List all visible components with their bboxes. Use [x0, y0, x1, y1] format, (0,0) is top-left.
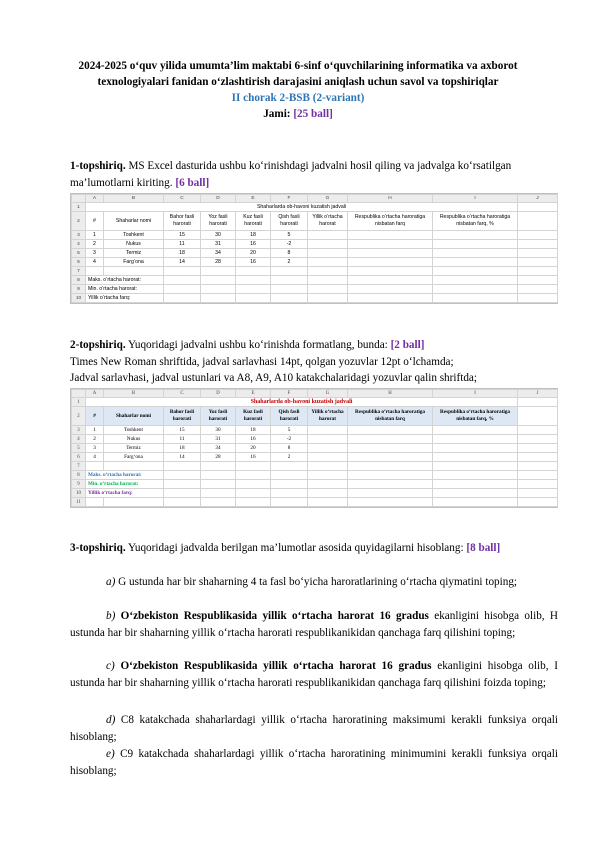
table-cell: -2: [271, 435, 308, 444]
table-cell: 30: [201, 426, 236, 435]
table-cell: Termiz: [104, 249, 164, 258]
task2-line3: Jadval sarlavhasi, jadval ustunlari va A8, A9, A10 katakchalaridagi yozuvlar qalin shriftda;: [70, 372, 477, 384]
table-row: [72, 276, 558, 285]
table-cell: [433, 462, 518, 471]
table-cell: [308, 426, 348, 435]
table-cell: [518, 203, 558, 212]
table-cell: [348, 276, 433, 285]
table-header-row: [72, 407, 558, 426]
table-cell: [308, 435, 348, 444]
table-cell: [201, 285, 236, 294]
task3-paragraph: [70, 540, 558, 557]
task3-item-b: [70, 608, 558, 641]
table-cell: 34: [201, 444, 236, 453]
table-cell: 4: [86, 258, 104, 267]
task2-text: Yuqoridagi jadvalni ushbu ko‘rinishda formatlang, bunda:: [125, 339, 388, 351]
table-cell: 11: [164, 435, 201, 444]
table-cell: [518, 435, 558, 444]
table-cell: 20: [236, 249, 271, 258]
table-cell: 3: [86, 444, 104, 453]
table-cell: Qish fasli harorati: [271, 407, 308, 426]
table-cell: [433, 249, 518, 258]
table-cell: [164, 489, 201, 498]
row-number-cell: 7: [72, 462, 86, 471]
table-cell: [308, 471, 348, 480]
table-cell: [348, 240, 433, 249]
table-cell: H: [348, 195, 433, 203]
table-cell: [308, 267, 348, 276]
table-cell: [433, 489, 518, 498]
table-cell: [164, 498, 201, 507]
table-cell: [308, 444, 348, 453]
table-cell: B: [104, 390, 164, 398]
table-cell: [164, 276, 201, 285]
task2-header: 2-topshiriq.: [70, 339, 126, 351]
table-cell: [308, 249, 348, 258]
table-cell: 5: [271, 231, 308, 240]
table-cell: [164, 294, 201, 303]
table-cell: [433, 231, 518, 240]
row-number-cell: 2: [72, 407, 86, 426]
row-number-cell: 11: [72, 498, 86, 507]
task2-paragraph: [70, 337, 558, 387]
table-cell: [271, 480, 308, 489]
table-cell: Bahor fasli harorati: [164, 212, 201, 231]
task1-points: [6 ball]: [172, 176, 210, 189]
table-cell: 30: [201, 231, 236, 240]
table-cell: [86, 267, 104, 276]
table-cell: G: [308, 390, 348, 398]
table-cell: [308, 453, 348, 462]
table-cell: [236, 267, 271, 276]
table-cell: 18: [164, 444, 201, 453]
table-row: [72, 294, 558, 303]
table-cell: E: [236, 195, 271, 203]
table-cell: Shaharlar nomi: [104, 212, 164, 231]
table-cell: 31: [201, 240, 236, 249]
task3-points: [8 ball]: [463, 542, 501, 554]
table-cell: [271, 267, 308, 276]
table-cell: [518, 249, 558, 258]
table-cell: [433, 258, 518, 267]
table-cell: [433, 444, 518, 453]
row-number-cell: 4: [72, 435, 86, 444]
table-cell: 4: [86, 453, 104, 462]
row-number-cell: 5: [72, 444, 86, 453]
table-cell: [86, 462, 104, 471]
row-number-cell: 3: [72, 231, 86, 240]
table-cell: 8: [271, 249, 308, 258]
table-cell: [271, 489, 308, 498]
text-run: b): [106, 610, 116, 622]
table-row: [72, 453, 558, 462]
table-cell: 8: [271, 444, 308, 453]
table-cell: D: [201, 390, 236, 398]
row-number-cell: 6: [72, 453, 86, 462]
table-cell: Farg‘ona: [104, 258, 164, 267]
table-cell: [308, 276, 348, 285]
table-cell: [433, 240, 518, 249]
table-cell: [348, 258, 433, 267]
table-cell: Maks. o‘rtacha harorat:: [86, 276, 164, 285]
table-cell: [348, 462, 433, 471]
table-cell: [433, 276, 518, 285]
table-cell: Nukus: [104, 435, 164, 444]
table-cell: [518, 426, 558, 435]
table-cell: [271, 498, 308, 507]
table-cell: [518, 276, 558, 285]
table-cell: [433, 480, 518, 489]
table-row: [72, 249, 558, 258]
table-cell: I: [433, 390, 518, 398]
table-cell: C: [164, 195, 201, 203]
table-cell: [104, 267, 164, 276]
row-number-cell: 10: [72, 489, 86, 498]
table-cell: [433, 267, 518, 276]
table-cell: [308, 240, 348, 249]
table-row: [72, 489, 558, 498]
text-run: c): [106, 660, 115, 672]
table-cell: Min. o‘rtacha harorat:: [86, 480, 164, 489]
table-cell: [348, 294, 433, 303]
task3-item-c: [70, 658, 558, 691]
table-cell: [348, 453, 433, 462]
table-row: [72, 398, 558, 407]
table-cell: A: [86, 195, 104, 203]
spreadsheet-plain: [70, 193, 558, 304]
table-cell: 5: [271, 426, 308, 435]
table-cell: [86, 498, 104, 507]
table-cell: 15: [164, 426, 201, 435]
text-run: a): [106, 576, 116, 588]
table-row: [72, 462, 558, 471]
table-cell: [236, 471, 271, 480]
table-cell: [72, 195, 86, 203]
row-number-cell: 5: [72, 249, 86, 258]
table-cell: Kuz fasli harorati: [236, 212, 271, 231]
table-cell: [433, 435, 518, 444]
table-header-row: [72, 212, 558, 231]
task3-header: 3-topshiriq.: [70, 542, 126, 554]
table-cell: Bahor fasli harorati: [164, 407, 201, 426]
table-cell: 16: [236, 240, 271, 249]
row-number-cell: 7: [72, 267, 86, 276]
table-row: [72, 426, 558, 435]
table-cell: [236, 498, 271, 507]
row-number-cell: 1: [72, 203, 86, 212]
table-cell: [518, 258, 558, 267]
table-cell: [348, 471, 433, 480]
table-cell: [236, 480, 271, 489]
task1-paragraph: [70, 158, 558, 191]
table-cell: 1: [86, 231, 104, 240]
table-cell: [308, 480, 348, 489]
table-cell: 15: [164, 231, 201, 240]
table-cell: Respublika o‘rtacha haroratiga nisbatan farq: [348, 407, 433, 426]
table-cell: [433, 498, 518, 507]
table-cell: 16: [236, 435, 271, 444]
row-number-cell: 9: [72, 480, 86, 489]
task2-points: [2 ball]: [387, 339, 425, 351]
table-cell: [308, 294, 348, 303]
table-cell: Yoz fasli harorati: [201, 212, 236, 231]
table-row: [72, 498, 558, 507]
table-row: [72, 258, 558, 267]
table-cell: [518, 240, 558, 249]
table-cell: J: [518, 195, 558, 203]
table-cell: [518, 212, 558, 231]
table-cell: E: [236, 390, 271, 398]
table-cell: B: [104, 195, 164, 203]
table-cell: [518, 444, 558, 453]
table-cell: [348, 231, 433, 240]
row-number-cell: 8: [72, 471, 86, 480]
task2-line2: Times New Roman shriftida, jadval sarlavhasi 14pt, qolgan yozuvlar 12pt o‘lchamda;: [70, 355, 454, 368]
text-run: ekanligini hisobga olib, H ustunda har bir shaharning yillik o‘rtacha harorati respublikanikidan qanchaga farq qilishini toping;: [70, 610, 558, 639]
table-cell: Toshkent: [104, 426, 164, 435]
row-number-cell: 2: [72, 212, 86, 231]
table-cell: [104, 462, 164, 471]
table-cell: I: [433, 195, 518, 203]
table-cell: [433, 426, 518, 435]
table-row: [72, 471, 558, 480]
table-cell: [271, 471, 308, 480]
table-cell: 34: [201, 249, 236, 258]
table-cell: [201, 471, 236, 480]
table-cell: [518, 462, 558, 471]
task3-item-d: [70, 712, 558, 745]
text-run: C8 katakchada shaharlardagi yillik o‘rtacha haroratining maksimumi kerakli funksiya orqali hisoblang;: [70, 714, 558, 743]
table-cell: [518, 267, 558, 276]
text-run: G ustunda har bir shaharning 4 ta fasl bo‘yicha haroratlarining o‘rtacha qiymatini toping;: [115, 576, 518, 588]
table-cell: [518, 471, 558, 480]
table-cell: H: [348, 390, 433, 398]
table-cell: [104, 498, 164, 507]
table-cell: [433, 285, 518, 294]
table-cell: J: [518, 390, 558, 398]
table-cell: [236, 489, 271, 498]
table-cell: [433, 294, 518, 303]
table-cell: F: [271, 390, 308, 398]
table-cell: [433, 471, 518, 480]
table-cell: Respublika o‘rtacha haroratiga nisbatan farq: [348, 212, 433, 231]
table-cell: [518, 480, 558, 489]
table-cell: [348, 426, 433, 435]
text-run: O‘zbekiston Respublikasida yillik o‘rtacha harorat 16 gradus: [115, 610, 429, 622]
table-cell: Yillik o‘rtacha harorat: [308, 212, 348, 231]
table-cell: 16: [236, 453, 271, 462]
title-total: [60, 106, 536, 122]
table-cell: Yoz fasli harorati: [201, 407, 236, 426]
table-cell: [308, 258, 348, 267]
table-cell: Yillik o‘rtacha farq:: [86, 489, 164, 498]
text-run: d): [106, 714, 116, 726]
table-cell: [236, 294, 271, 303]
table-cell: [271, 285, 308, 294]
table-cell: [308, 285, 348, 294]
table-cell: [308, 489, 348, 498]
table-row: [72, 240, 558, 249]
table-cell: Toshkent: [104, 231, 164, 240]
table-cell: [271, 294, 308, 303]
table-cell: Min. o‘rtacha harorat:: [86, 285, 164, 294]
table-cell: 14: [164, 453, 201, 462]
text-run: ekanligini hisobga olib, I ustunda har bir shaharning yillik o‘rtacha harorati respublikanikidan qanchaga farq qilishini foizda toping;: [70, 660, 558, 689]
table-cell: [201, 498, 236, 507]
table-cell: [271, 462, 308, 471]
table-cell: F: [271, 195, 308, 203]
table-cell: Yillik o‘rtacha harorat: [308, 407, 348, 426]
table-cell: 3: [86, 249, 104, 258]
sheet-title: Shaharlarda ob-havoni kuzatish jadvali: [86, 398, 518, 407]
table-cell: [518, 453, 558, 462]
row-number-cell: 10: [72, 294, 86, 303]
table-cell: [164, 285, 201, 294]
row-number-cell: 4: [72, 240, 86, 249]
text-run: O‘zbekiston Respublikasida yillik o‘rtacha harorat 16 gradus: [114, 660, 432, 672]
table-cell: Termiz: [104, 444, 164, 453]
table-cell: [518, 398, 558, 407]
task1-text: MS Excel dasturida ushbu ko‘rinishdagi jadvalni hosil qiling va jadvalga ko‘rsatilgan ma’lumotlarni kiriting.: [70, 160, 512, 189]
table-cell: [348, 444, 433, 453]
table-cell: 28: [201, 258, 236, 267]
table-cell: 18: [236, 426, 271, 435]
total-value: [25 ball]: [293, 108, 333, 120]
table-cell: 2: [86, 240, 104, 249]
table-cell: [518, 407, 558, 426]
table-cell: [201, 276, 236, 285]
table-cell: Maks. o‘rtacha harorat:: [86, 471, 164, 480]
table-cell: 16: [236, 258, 271, 267]
table-cell: 11: [164, 240, 201, 249]
table-cell: 14: [164, 258, 201, 267]
sheet-title: Shaharlarda ob-havoni kuzatish jadvali: [86, 203, 518, 212]
table-row: [72, 231, 558, 240]
table-cell: [518, 489, 558, 498]
row-number-cell: 1: [72, 398, 86, 407]
table-row: [72, 267, 558, 276]
table-row: [72, 435, 558, 444]
table-cell: [201, 489, 236, 498]
table-cell: [271, 276, 308, 285]
table-cell: 2: [271, 453, 308, 462]
text-run: C9 katakchada shaharlardagi yillik o‘rtacha haroratining minimumini kerakli funksiya orqali hisoblang;: [70, 748, 558, 777]
table-cell: [201, 294, 236, 303]
text-run: e): [106, 748, 115, 760]
column-header-row: [72, 195, 558, 203]
document-title: [60, 58, 536, 122]
table-cell: Qish fasli harorati: [271, 212, 308, 231]
table-cell: [348, 480, 433, 489]
title-variant: II chorak 2-BSB (2-variant): [231, 92, 365, 104]
table-cell: G: [308, 195, 348, 203]
table-row: [72, 480, 558, 489]
table-cell: -2: [271, 240, 308, 249]
table-cell: 18: [164, 249, 201, 258]
table-cell: [348, 285, 433, 294]
table-cell: Respublika o‘rtacha haroratiga nisbatan farq, %: [433, 407, 518, 426]
table-cell: [164, 267, 201, 276]
table-cell: [348, 267, 433, 276]
table-row: [72, 444, 558, 453]
table-cell: [518, 294, 558, 303]
table-cell: 2: [271, 258, 308, 267]
table-cell: [308, 231, 348, 240]
row-number-cell: 8: [72, 276, 86, 285]
table-cell: Respublika o‘rtacha haroratiga nisbatan farq, %: [433, 212, 518, 231]
table-cell: Shaharlar nomi: [104, 407, 164, 426]
table-cell: [236, 462, 271, 471]
row-number-cell: 3: [72, 426, 86, 435]
row-number-cell: 6: [72, 258, 86, 267]
table-cell: Farg‘ona: [104, 453, 164, 462]
table-cell: [164, 471, 201, 480]
table-cell: [348, 249, 433, 258]
table-cell: 2: [86, 435, 104, 444]
table-cell: 18: [236, 231, 271, 240]
table-cell: D: [201, 195, 236, 203]
task3-item-e: [70, 746, 558, 779]
table-cell: [236, 276, 271, 285]
table-cell: 31: [201, 435, 236, 444]
table-cell: [348, 489, 433, 498]
table-cell: 1: [86, 426, 104, 435]
task3-text: Yuqoridagi jadvalda berilgan ma’lumotlar asosida quyidagilarni hisoblang:: [125, 542, 464, 554]
title-main: 2024-2025 o‘quv yilida umumta’lim maktabi 6-sinf o‘quvchilarining informatika va axborot texnologiyalari fanidan o‘zlashtirish darajasini aniqlash uchun savol va topshiriqlar: [78, 60, 518, 88]
table-cell: [308, 498, 348, 507]
table-cell: 20: [236, 444, 271, 453]
table-cell: #: [86, 212, 104, 231]
total-label: Jami:: [263, 108, 294, 120]
spreadsheet-formatted: [70, 388, 558, 508]
table-cell: [348, 498, 433, 507]
table-cell: [72, 390, 86, 398]
table-cell: [164, 462, 201, 471]
table-cell: Kuz fasli harorati: [236, 407, 271, 426]
table-cell: C: [164, 390, 201, 398]
table-cell: A: [86, 390, 104, 398]
table-cell: [518, 498, 558, 507]
table-row: [72, 203, 558, 212]
table-cell: [518, 231, 558, 240]
table-row: [72, 285, 558, 294]
row-number-cell: 9: [72, 285, 86, 294]
task3-item-a: [70, 574, 558, 591]
task1-header: 1-topshiriq.: [70, 160, 126, 172]
column-header-row: [72, 390, 558, 398]
table-cell: [433, 453, 518, 462]
table-cell: [308, 462, 348, 471]
table-cell: [518, 285, 558, 294]
table-cell: [201, 480, 236, 489]
table-cell: [348, 435, 433, 444]
table-cell: Yillik o‘rtacha farq:: [86, 294, 164, 303]
table-cell: [164, 480, 201, 489]
table-cell: Nukus: [104, 240, 164, 249]
table-cell: [201, 462, 236, 471]
table-cell: 28: [201, 453, 236, 462]
table-cell: [201, 267, 236, 276]
table-cell: [236, 285, 271, 294]
table-cell: #: [86, 407, 104, 426]
